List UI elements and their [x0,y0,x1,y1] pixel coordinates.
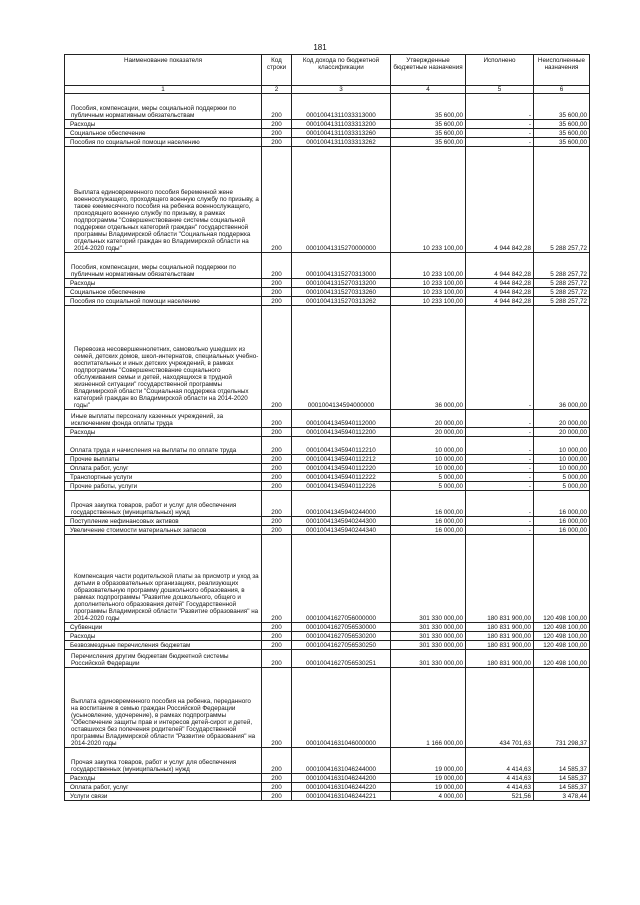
row-approved-amount: 16 000,00 [391,491,466,517]
budget-execution-table [64,54,590,801]
row-name: Выплата единовременного пособия беременной жене военнослужащего, проходящего военную службу по призыву, а также ежемесячного пособия на ребенка военнослужащего, проходящего военную службу по призыву, в рамках подпрограммы "Совершенствование системы социальной поддержки отдельных категорий граждан" государственной программы Владимирской области "Социальная поддержка отдельных категорий граждан во Владимирской области на 2014-2020 годы" [65,147,262,253]
row-name: Компенсация части родительской платы за присмотр и уход за детьми в образовательных организациях, реализующих образовательную программу дошкольного образования, в рамках подпрограммы "Развитие дошкольного, общего и дополнительного образования детей" Государственной программы Владимирской области "Развитие образования" на 2014-2020 годы [65,535,262,623]
row-approved-amount: 35 600,00 [391,94,466,120]
row-approved-amount: 301 330 000,00 [391,632,466,641]
row-approved-amount: 301 330 000,00 [391,623,466,632]
row-approved-amount: 301 330 000,00 [391,535,466,623]
row-executed-amount: 180 831 900,00 [466,641,534,650]
row-name: Пособия, компенсации, меры социальной поддержки по публичным нормативным обязательствам [65,253,262,279]
row-line-code: 200 [262,94,292,120]
row-income-code: 00010041315270000000 [292,147,391,253]
row-income-code: 0001004134594000000 [292,306,391,410]
row-unexecuted-amount: 10 000,00 [534,437,590,455]
row-income-code: 00010041311033313260 [292,129,391,138]
header-indicator-name: Наименование показателя [65,55,262,86]
row-name: Прочая закупка товаров, работ и услуг для обеспечения государственных (муниципальных) нужд [65,491,262,517]
row-approved-amount: 5 000,00 [391,473,466,482]
table-row [65,464,590,473]
row-income-code: 00010041631046244000 [292,748,391,774]
row-approved-amount: 10 000,00 [391,464,466,473]
row-income-code: 00010041631046244200 [292,774,391,783]
row-unexecuted-amount: 5 000,00 [534,473,590,482]
row-name: Прочие работы, услуги [65,482,262,491]
row-line-code: 200 [262,428,292,437]
row-unexecuted-amount: 120 498 100,00 [534,632,590,641]
row-income-code: 00010041311033313262 [292,138,391,147]
row-executed-amount: 180 831 900,00 [466,535,534,623]
row-executed-amount: 4 414,63 [466,774,534,783]
row-income-code: 00010041627056530251 [292,650,391,668]
row-line-code: 200 [262,517,292,526]
row-name: Услуги связи [65,792,262,801]
table-row [65,129,590,138]
table-row [65,526,590,535]
row-approved-amount: 10 233 100,00 [391,288,466,297]
row-income-code: 00010041315270313260 [292,288,391,297]
row-name: Расходы [65,428,262,437]
row-income-code: 00010041627056530000 [292,623,391,632]
row-approved-amount: 301 330 000,00 [391,641,466,650]
column-number: 1 [65,86,262,94]
table-row [65,288,590,297]
row-name: Пособия по социальной помощи населению [65,138,262,147]
row-unexecuted-amount: 5 288 257,72 [534,288,590,297]
row-unexecuted-amount: 16 000,00 [534,491,590,517]
row-name: Социальное обеспечение [65,129,262,138]
row-approved-amount: 4 000,00 [391,792,466,801]
row-line-code: 200 [262,147,292,253]
page-number: 181 [313,43,327,52]
row-name: Прочие выплаты [65,455,262,464]
row-executed-amount: 4 944 842,28 [466,297,534,306]
row-line-code: 200 [262,526,292,535]
table-row [65,783,590,792]
row-unexecuted-amount: 5 288 257,72 [534,297,590,306]
table-row [65,253,590,279]
table-header-row [65,55,590,86]
table-row [65,437,590,455]
row-unexecuted-amount: 120 498 100,00 [534,623,590,632]
row-income-code: 00010041627056000000 [292,535,391,623]
row-line-code: 200 [262,464,292,473]
row-income-code: 00010041627056530250 [292,641,391,650]
row-name: Перевозка несовершеннолетних, самовольно ушедших из семей, детских домов, школ-интернатов, специальных учебно-воспитательных и иных детских учреждений, в рамках подпрограммы "Совершенствование социального обслуживания семьи и детей, находящихся в трудной жизненной ситуации" государственной программы Владимирской области "Социальная поддержка отдельных категорий граждан во Владимирской области на 2014-2020 годы" [65,306,262,410]
row-unexecuted-amount: 5 288 257,72 [534,279,590,288]
row-income-code: 00010041345940112222 [292,473,391,482]
table-row [65,641,590,650]
row-unexecuted-amount: 120 498 100,00 [534,650,590,668]
row-executed-amount: - [466,517,534,526]
row-unexecuted-amount: 731 298,37 [534,668,590,748]
row-unexecuted-amount: 35 600,00 [534,129,590,138]
column-number: 3 [292,86,391,94]
table-row [65,147,590,253]
header-approved: Утвержденные бюджетные назначения [391,55,466,86]
row-name: Субвенции [65,623,262,632]
row-income-code: 00010041345940112226 [292,482,391,491]
table-row [65,410,590,428]
table-body [65,94,590,801]
row-approved-amount: 20 000,00 [391,410,466,428]
row-approved-amount: 10 233 100,00 [391,147,466,253]
row-name: Оплата труда и начисления на выплаты по оплате труда [65,437,262,455]
row-income-code: 00010041345940244300 [292,517,391,526]
row-line-code: 200 [262,437,292,455]
row-unexecuted-amount: 16 000,00 [534,517,590,526]
row-income-code: 00010041345940112200 [292,428,391,437]
row-executed-amount: 4 944 842,28 [466,253,534,279]
row-income-code: 00010041315270313200 [292,279,391,288]
table-row [65,774,590,783]
row-unexecuted-amount: 120 498 100,00 [534,535,590,623]
row-line-code: 200 [262,473,292,482]
row-income-code: 00010041631046244221 [292,792,391,801]
table-row [65,306,590,410]
row-name: Транспортные услуги [65,473,262,482]
row-executed-amount: 434 701,63 [466,668,534,748]
row-income-code: 00010041345940112000 [292,410,391,428]
row-income-code: 00010041345940112212 [292,455,391,464]
row-income-code: 00010041311033313000 [292,94,391,120]
row-unexecuted-amount: 20 000,00 [534,428,590,437]
row-approved-amount: 35 600,00 [391,129,466,138]
header-line-code: Код строки [262,55,292,86]
row-line-code: 200 [262,491,292,517]
table-row [65,748,590,774]
row-approved-amount: 10 000,00 [391,455,466,464]
row-executed-amount: 180 831 900,00 [466,650,534,668]
table-row [65,94,590,120]
row-name: Прочая закупка товаров, работ и услуг для обеспечения государственных (муниципальных) нужд [65,748,262,774]
row-income-code: 00010041345940112220 [292,464,391,473]
row-line-code: 200 [262,279,292,288]
row-line-code: 200 [262,288,292,297]
row-income-code: 00010041315270313262 [292,297,391,306]
row-approved-amount: 10 233 100,00 [391,279,466,288]
row-approved-amount: 19 000,00 [391,774,466,783]
row-executed-amount: - [466,482,534,491]
row-unexecuted-amount: 16 000,00 [534,526,590,535]
row-approved-amount: 10 233 100,00 [391,253,466,279]
table-row [65,428,590,437]
table-row [65,491,590,517]
row-approved-amount: 19 000,00 [391,783,466,792]
column-number: 4 [391,86,466,94]
row-approved-amount: 35 600,00 [391,120,466,129]
row-line-code: 200 [262,668,292,748]
row-name: Поступление нефинансовых активов [65,517,262,526]
row-income-code: 00010041345940112210 [292,437,391,455]
table-row [65,279,590,288]
row-executed-amount: 4 944 842,28 [466,147,534,253]
row-approved-amount: 36 000,00 [391,306,466,410]
table-row [65,120,590,129]
row-name: Иные выплаты персоналу казенных учреждений, за исключением фонда оплаты труда [65,410,262,428]
header-unexecuted: Неисполненные назначения [534,55,590,86]
row-approved-amount: 10 233 100,00 [391,297,466,306]
row-line-code: 200 [262,455,292,464]
row-line-code: 200 [262,641,292,650]
row-executed-amount: 4 414,63 [466,748,534,774]
column-number-row [65,86,590,94]
row-name: Расходы [65,120,262,129]
row-name: Перечисления другим бюджетам бюджетной системы Российской Федерации [65,650,262,668]
row-approved-amount: 1 166 000,00 [391,668,466,748]
row-approved-amount: 16 000,00 [391,517,466,526]
row-name: Безвозмездные перечисления бюджетам [65,641,262,650]
row-name: Социальное обеспечение [65,288,262,297]
row-name: Расходы [65,774,262,783]
row-name: Оплата работ, услуг [65,783,262,792]
row-line-code: 200 [262,297,292,306]
table-row [65,482,590,491]
row-executed-amount: - [466,526,534,535]
row-line-code: 200 [262,650,292,668]
row-name: Оплата работ, услуг [65,464,262,473]
row-line-code: 200 [262,129,292,138]
table-row [65,668,590,748]
row-executed-amount: 4 944 842,28 [466,288,534,297]
row-income-code: 00010041345940244000 [292,491,391,517]
row-executed-amount: - [466,129,534,138]
row-executed-amount: - [466,464,534,473]
row-line-code: 200 [262,774,292,783]
table-row [65,455,590,464]
row-line-code: 200 [262,535,292,623]
row-name: Увеличение стоимости материальных запасов [65,526,262,535]
row-line-code: 200 [262,482,292,491]
row-unexecuted-amount: 3 478,44 [534,792,590,801]
row-unexecuted-amount: 14 585,37 [534,774,590,783]
row-line-code: 200 [262,632,292,641]
row-executed-amount: - [466,94,534,120]
row-line-code: 200 [262,792,292,801]
row-income-code: 00010041627056530200 [292,632,391,641]
row-executed-amount: - [466,437,534,455]
header-income-code: Код дохода по бюджетной классификации [292,55,391,86]
row-unexecuted-amount: 5 288 257,72 [534,147,590,253]
row-approved-amount: 301 330 000,00 [391,650,466,668]
row-approved-amount: 5 000,00 [391,482,466,491]
table-row [65,632,590,641]
row-approved-amount: 16 000,00 [391,526,466,535]
row-executed-amount: - [466,491,534,517]
row-executed-amount: - [466,120,534,129]
row-name: Выплата единовременного пособия на ребенка, переданного на воспитание в семью граждан Российской Федерации (усыновление, удочерение), в рамках подпрограммы "Обеспечение защиты прав и интересов детей-сирот и детей, оставшихся без попечения родителей" Государственной программы Владимирской области "Развитие образования" на 2014-2020 годы [65,668,262,748]
row-income-code: 00010041631046000000 [292,668,391,748]
row-name: Расходы [65,279,262,288]
row-line-code: 200 [262,120,292,129]
column-number: 5 [466,86,534,94]
row-executed-amount: - [466,306,534,410]
row-unexecuted-amount: 14 585,37 [534,748,590,774]
row-approved-amount: 20 000,00 [391,428,466,437]
row-line-code: 200 [262,410,292,428]
row-executed-amount: 4 944 842,28 [466,279,534,288]
row-unexecuted-amount: 35 600,00 [534,120,590,129]
row-name: Пособия по социальной помощи населению [65,297,262,306]
table-row [65,297,590,306]
row-approved-amount: 35 600,00 [391,138,466,147]
row-line-code: 200 [262,748,292,774]
table-row [65,138,590,147]
row-approved-amount: 10 000,00 [391,437,466,455]
table-row [65,473,590,482]
header-executed: Исполнено [466,55,534,86]
row-name: Пособия, компенсации, меры социальной поддержки по публичным нормативным обязательствам [65,94,262,120]
row-name: Расходы [65,632,262,641]
row-unexecuted-amount: 10 000,00 [534,464,590,473]
row-unexecuted-amount: 5 000,00 [534,482,590,491]
row-executed-amount: - [466,473,534,482]
row-approved-amount: 19 000,00 [391,748,466,774]
row-line-code: 200 [262,138,292,147]
row-unexecuted-amount: 10 000,00 [534,455,590,464]
row-executed-amount: - [466,455,534,464]
row-unexecuted-amount: 20 000,00 [534,410,590,428]
row-unexecuted-amount: 35 600,00 [534,138,590,147]
row-executed-amount: - [466,410,534,428]
row-executed-amount: 180 831 900,00 [466,623,534,632]
row-line-code: 200 [262,253,292,279]
table-row [65,792,590,801]
row-executed-amount: - [466,428,534,437]
row-line-code: 200 [262,783,292,792]
row-unexecuted-amount: 5 288 257,72 [534,253,590,279]
row-unexecuted-amount: 120 498 100,00 [534,641,590,650]
row-unexecuted-amount: 14 585,37 [534,783,590,792]
column-number: 2 [262,86,292,94]
table-row [65,650,590,668]
column-number: 6 [534,86,590,94]
row-line-code: 200 [262,306,292,410]
row-income-code: 00010041631046244220 [292,783,391,792]
row-unexecuted-amount: 35 600,00 [534,94,590,120]
row-line-code: 200 [262,623,292,632]
row-income-code: 00010041311033313200 [292,120,391,129]
row-income-code: 00010041315270313000 [292,253,391,279]
row-income-code: 00010041345940244340 [292,526,391,535]
table-row [65,517,590,526]
row-executed-amount: 180 831 900,00 [466,632,534,641]
row-executed-amount: 4 414,63 [466,783,534,792]
row-executed-amount: - [466,138,534,147]
table-row [65,623,590,632]
row-unexecuted-amount: 36 000,00 [534,306,590,410]
table-row [65,535,590,623]
row-executed-amount: 521,56 [466,792,534,801]
